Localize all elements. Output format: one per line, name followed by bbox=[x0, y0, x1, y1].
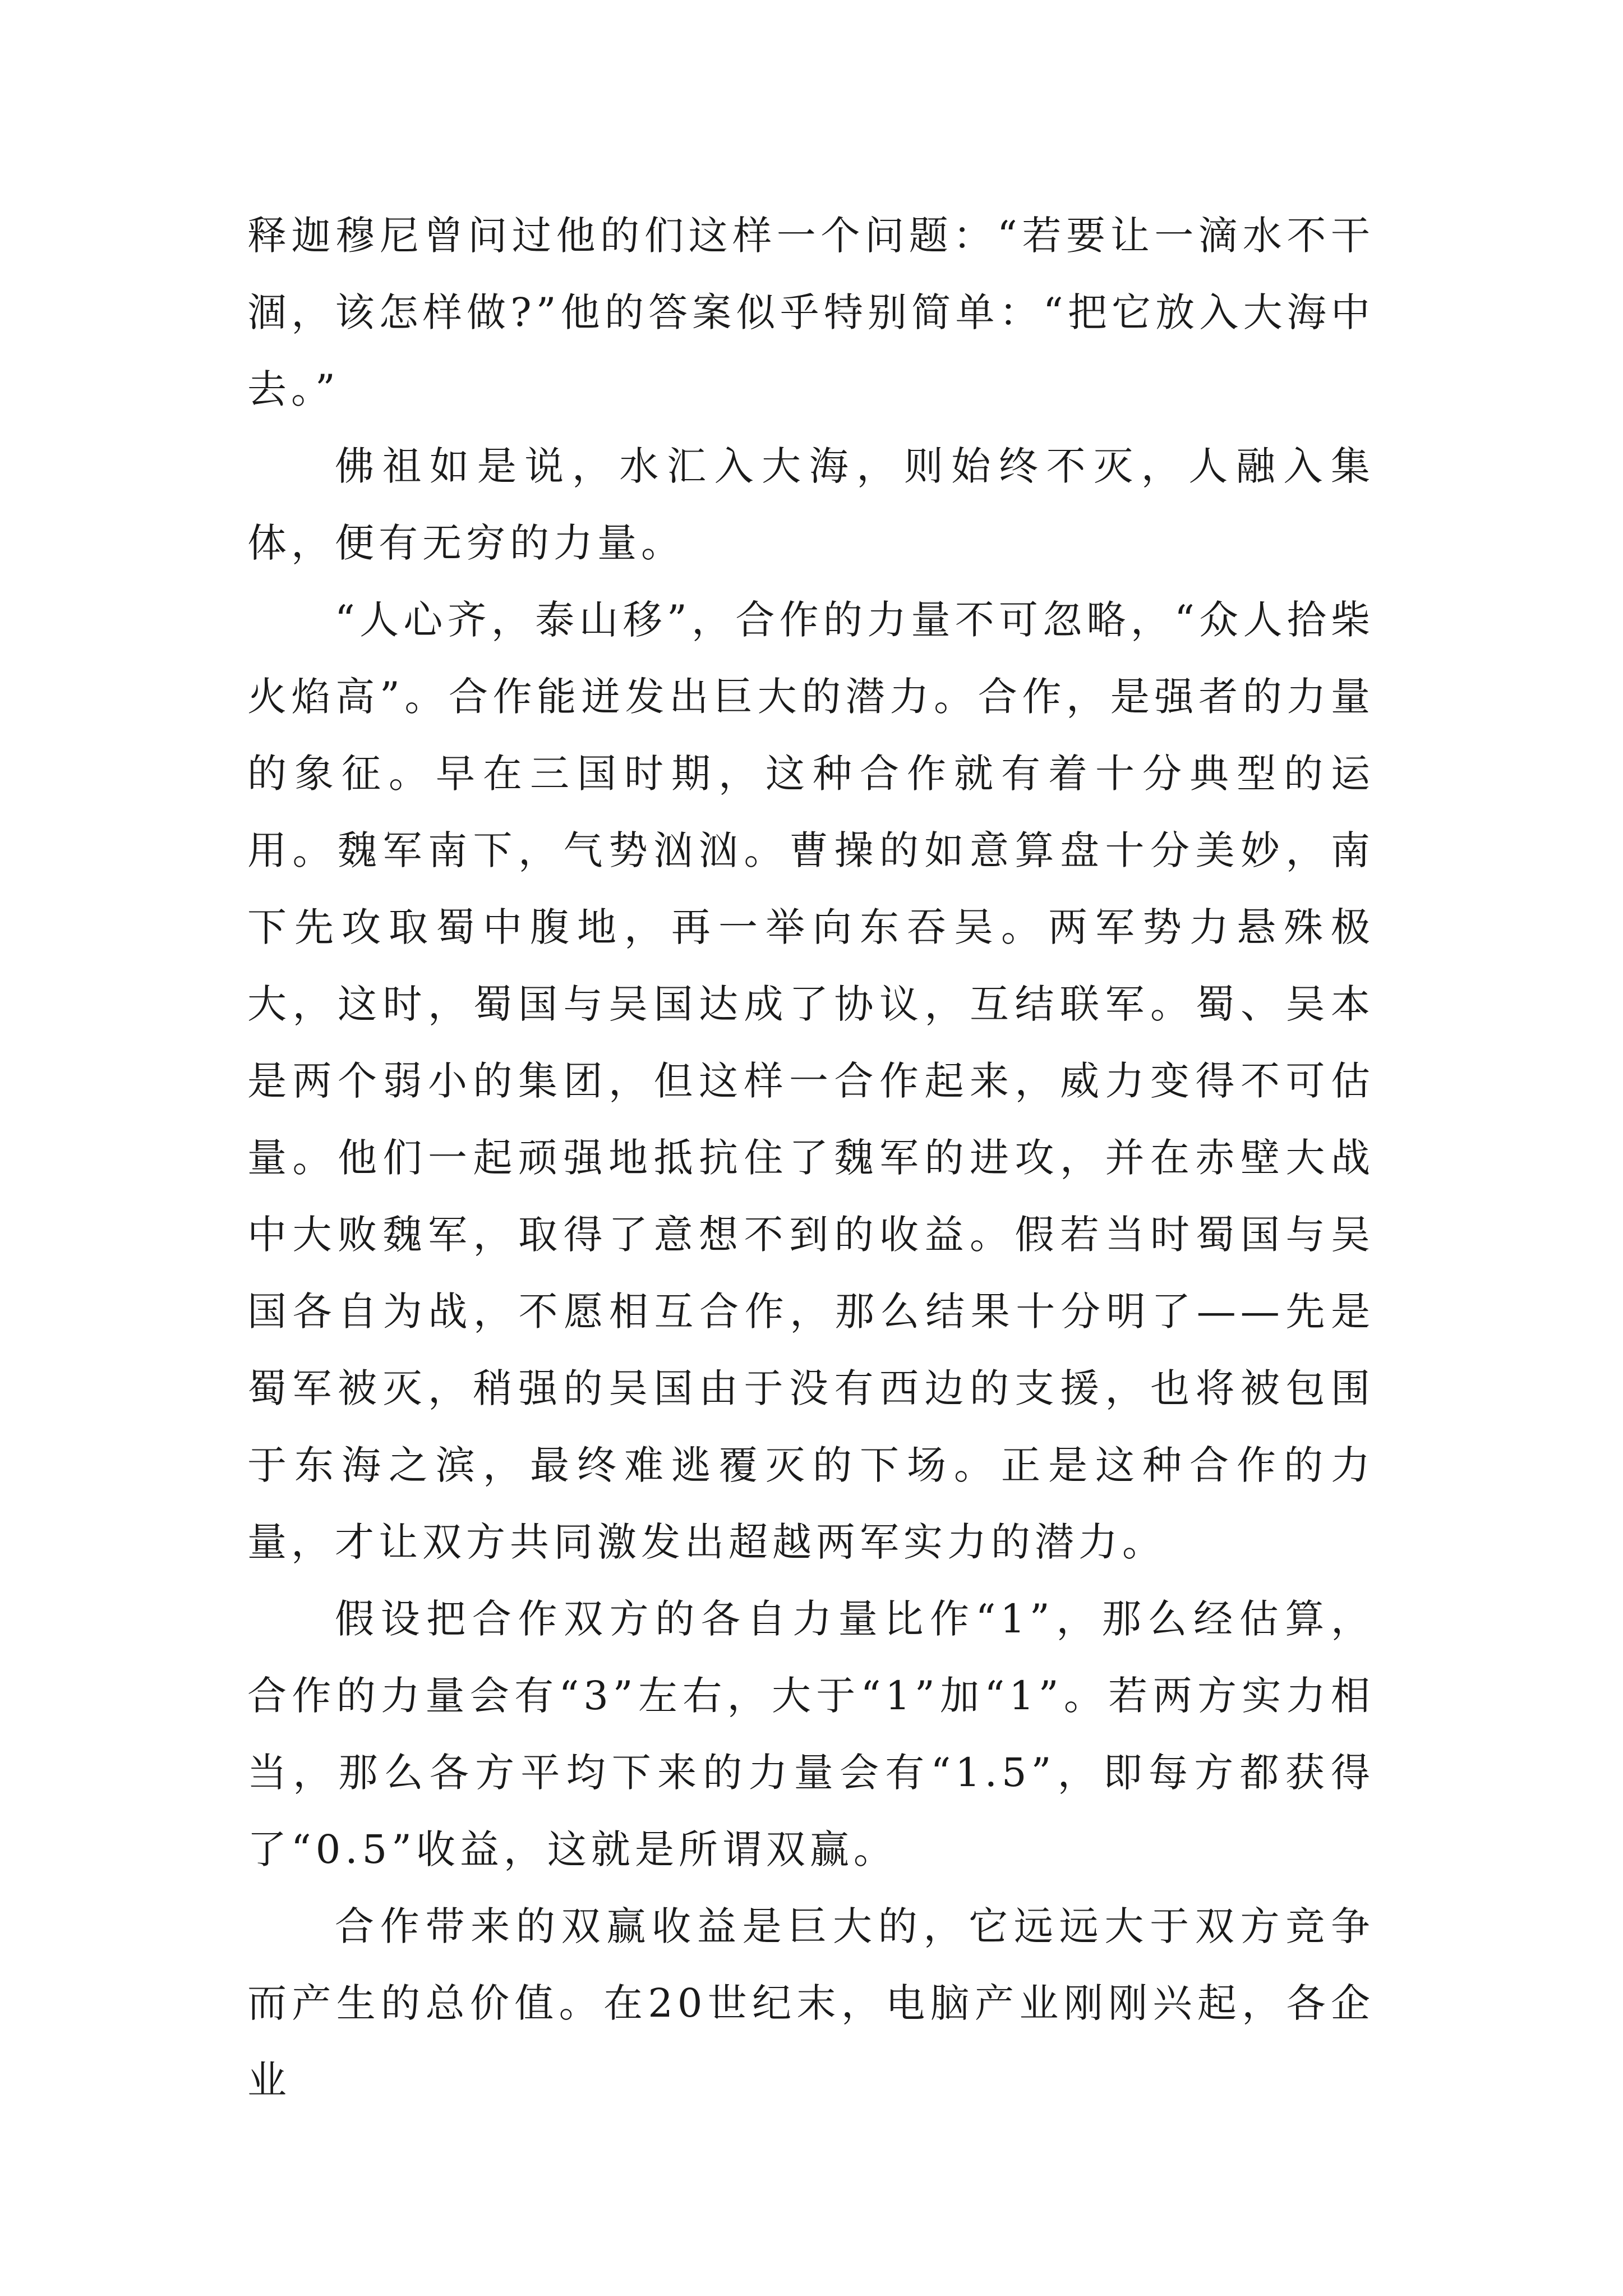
paragraph-5: 合作带来的双赢收益是巨大的，它远远大于双方竞争而产生的总价值。在20世纪末，电脑产业刚刚兴起，各企业 bbox=[247, 1903, 1375, 2103]
body-text bbox=[247, 197, 1375, 2119]
paragraph-4: 假设把合作双方的各自力量比作“1”，那么经估算，合作的力量会有“3”左右，大于“1”加“1”。若两方实力相当，那么各方平均下来的力量会有“1.5”，即每方都获得了“0.5”收益，这就是所谓双赢。 bbox=[247, 1596, 1375, 1872]
paragraph-3: “人心齐，泰山移”，合作的力量不可忽略，“众人拾柴火焰高”。合作能迸发出巨大的潜力。合作，是强者的力量的象征。早在三国时期，这种合作就有着十分典型的运用。魏军南下，气势汹汹。曹操的如意算盘十分美妙，南下先攻取蜀中腹地，再一举向东吞吴。两军势力悬殊极大，这时，蜀国与吴国达成了协议，互结联军。蜀、吴本是两个弱小的集团，但这样一合作起来，威力变得不可估量。他们一起顽强地抵抗住了魏军的进攻，并在赤壁大战中大败魏军，取得了意想不到的收益。假若当时蜀国与吴国各自为战，不愿相互合作，那么结果十分明了——先是蜀军被灭，稍强的吴国由于没有西边的支援，也将被包围于东海之滨，最终难逃覆灭的下场。正是这种合作的力量，才让双方共同激发出超越两军实力的潜力。 bbox=[247, 597, 1375, 1565]
paragraph-1: 释迦穆尼曾问过他的们这样一个问题：“若要让一滴水不干涸，该怎样做?”他的答案似乎特别简单：“把它放入大海中去。” bbox=[247, 213, 1375, 412]
paragraph-2: 佛祖如是说，水汇入大海，则始终不灭，人融入集体，便有无穷的力量。 bbox=[247, 443, 1375, 566]
